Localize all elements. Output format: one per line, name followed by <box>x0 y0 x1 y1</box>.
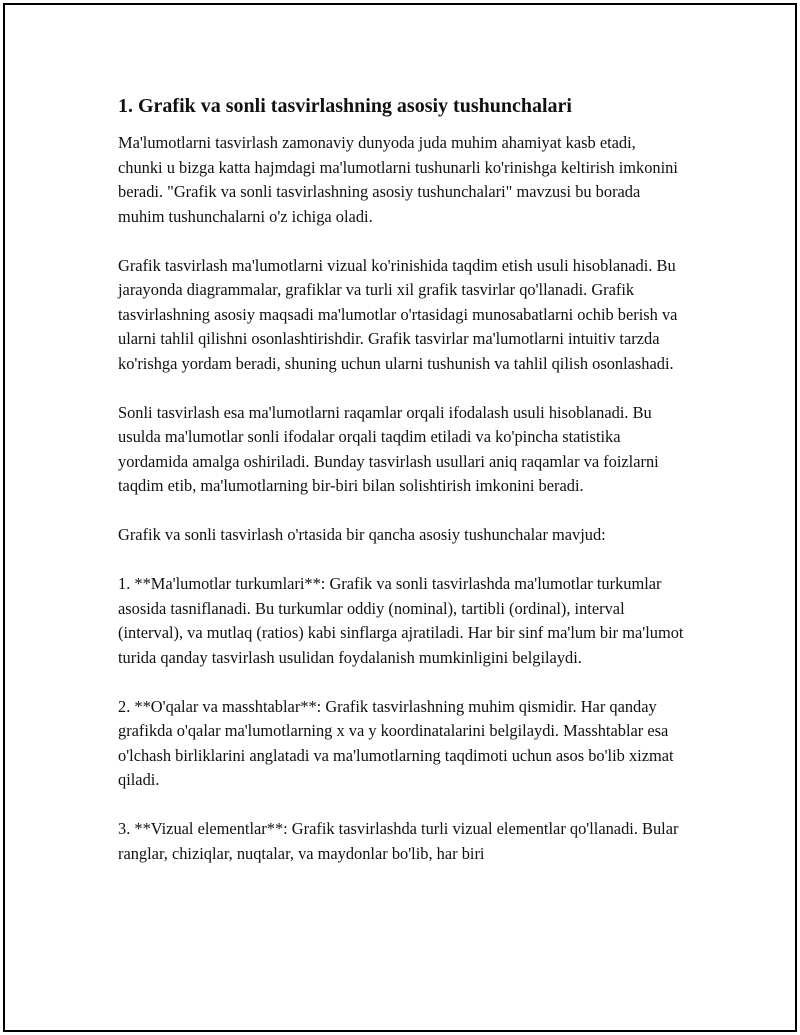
paragraph-intro: Ma'lumotlarni tasvirlash zamonaviy dunyoda juda muhim ahamiyat kasb etadi, chunki u bizga katta hajmdagi ma'lumotlarni tushunarli ko'rinishga keltirish imkonini beradi. "Grafik va sonli tasvirlashning asosiy tushunchalari" mavzusi bu borada muhim tushunchalarni o'z ichiga oladi. <box>118 133 678 226</box>
document-body <box>118 92 684 891</box>
list-item-axes-and-scales: 2. **O'qalar va masshtablar**: Grafik tasvirlashning muhim qismidir. Har qanday grafikda o'qalar ma'lumotlarning x va y koordinatalarini belgilaydi. Masshtablar esa o'lchash birliklarini anglatadi va ma'lumotlarning taqdimoti uchun asos bo'lib xizmat qiladi. <box>118 696 674 789</box>
paragraph-key-concepts-intro: Grafik va sonli tasvirlash o'rtasida bir qancha asosiy tushunchalar mavjud: <box>118 525 606 544</box>
list-item-data-categories: 1. **Ma'lumotlar turkumlari**: Grafik va sonli tasvirlashda ma'lumotlar turkumlar asosida tasniflanadi. Bu turkumlar oddiy (nominal), tartibli (ordinal), interval (interval), va mutlaq (ratios) kabi sinflarga ajratiladi. Har bir sinf ma'lum bir ma'lumot turida qanday tasvirlash usulidan foydalanish mumkinligini belgilaydi. <box>118 574 684 667</box>
paragraph-graphic-representation: Grafik tasvirlash ma'lumotlarni vizual ko'rinishida taqdim etish usuli hisoblanadi. Bu jarayonda diagrammalar, grafiklar va turli xil grafik tasvirlar qo'llanadi. Grafik tasvirlashning asosiy maqsadi ma'lumotlar o'rtasidagi munosabatlarni ochib berish va ularni tahlil qilishni osonlashtirishdir. Grafik tasvirlar ma'lumotlarni intuitiv tarzda ko'rishga yordam beradi, shuning uchun ularni tushunish va tahlil qilish osonlashadi. <box>118 255 678 373</box>
section-heading: 1. Grafik va sonli tasvirlashning asosiy tushunchalari <box>118 95 572 117</box>
list-item-visual-elements: 3. **Vizual elementlar**: Grafik tasvirlashda turli vizual elementlar qo'llanadi. Bular ranglar, chiziqlar, nuqtalar, va maydonlar bo'lib, har biri <box>118 819 679 863</box>
paragraph-numeric-representation: Sonli tasvirlash esa ma'lumotlarni raqamlar orqali ifodalash usuli hisoblanadi. Bu usulda ma'lumotlar sonli ifodalar orqali taqdim etiladi va ko'pincha statistika yordamida amalga oshiriladi. Bunday tasvirlash usullari aniq raqamlar va foizlarni taqdim etib, ma'lumotlarning bir-biri bilan solishtirish imkonini beradi. <box>118 402 659 495</box>
